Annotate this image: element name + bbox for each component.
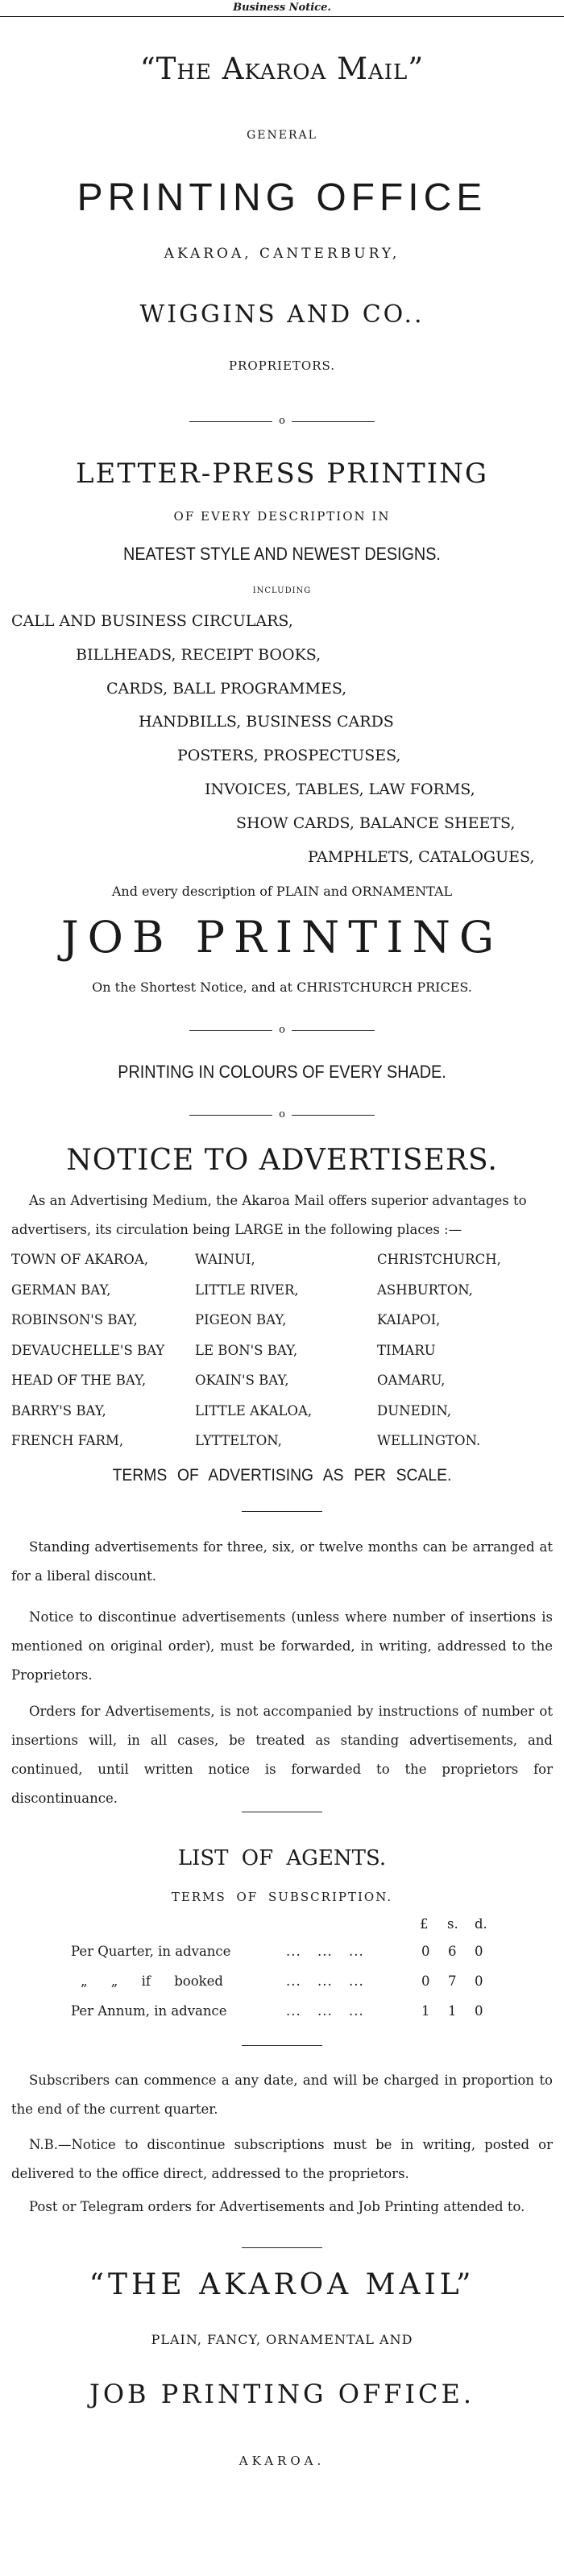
table-row xyxy=(11,1396,559,1427)
rate-value: 1 xyxy=(448,2003,457,2019)
short-divider xyxy=(242,1511,322,1512)
town-cell: LE BON'S BAY, xyxy=(195,1342,298,1358)
town-cell: ROBINSON'S BAY, xyxy=(11,1312,138,1328)
town-cell: OKAIN'S BAY, xyxy=(195,1373,289,1389)
table-row xyxy=(0,1997,564,2027)
town-cell: KAIAPOI, xyxy=(377,1312,441,1328)
subscription-paragraph: N.B.—Notice to discontinue subscriptions must be in writing, posted or delivered to the office direct, addressed to the proprietors. xyxy=(11,2137,553,2181)
town-cell: TIMARU xyxy=(377,1342,436,1358)
rate-label: Per Annum, in advance xyxy=(71,2003,227,2019)
service-item: POSTERS, PROSPECTUSES, xyxy=(177,747,401,764)
town-cell: HEAD OF THE BAY, xyxy=(11,1373,147,1389)
subscription-paragraph: Subscribers can commence a any date, and will be charged in proportion to the end of the current quarter. xyxy=(11,2073,553,2117)
advertisers-heading: NOTICE TO ADVERTISERS. xyxy=(66,1144,498,1177)
job-printing-heading: JOB PRINTING xyxy=(60,912,504,963)
subscription-rates-table xyxy=(0,1915,564,2027)
header-divider xyxy=(0,16,564,17)
advertisers-paragraph: Standing advertisements for three, six, or twelve months can be arranged at for a liberal discount. xyxy=(11,1539,553,1584)
service-item: SHOW CARDS, BALANCE SHEETS, xyxy=(236,814,516,832)
rate-value: 1 xyxy=(421,2003,430,2019)
ornamental-divider: o xyxy=(189,1021,375,1042)
every-description-text: And every description of PLAIN and ORNAMENTAL xyxy=(111,884,453,899)
advertisers-paragraph: Orders for Advertisements, is not accompanied by instructions of number ot insertions will, in all cases, be treated as standing advertisements, and continued, until written notice is forwarded to the proprietors for discontinuance. xyxy=(11,1704,553,1806)
rate-dots: ... ... ... xyxy=(286,1944,364,1959)
service-item: CALL AND BUSINESS CIRCULARS, xyxy=(11,612,293,630)
table-row xyxy=(0,1937,564,1967)
rate-value: 0 xyxy=(475,1973,483,1989)
table-row xyxy=(11,1365,559,1396)
town-cell: PIGEON BAY, xyxy=(195,1312,287,1328)
town-cell: LITTLE RIVER, xyxy=(195,1282,299,1298)
table-row xyxy=(11,1275,559,1306)
rate-dots: ... ... ... xyxy=(286,1973,364,1989)
rate-value: 6 xyxy=(448,1944,457,1959)
town-cell: ASHBURTON, xyxy=(377,1282,473,1298)
footer-title: “THE AKAROA MAIL” xyxy=(89,2268,475,2301)
town-cell: OAMARU, xyxy=(377,1373,446,1389)
masthead-printing-office: PRINTING OFFICE xyxy=(77,176,487,219)
shortest-notice-text: On the Shortest Notice, and at CHRISTCHURCH PRICES. xyxy=(92,979,472,995)
table-row xyxy=(11,1426,559,1456)
currency-header: £ xyxy=(420,1916,429,1932)
short-divider xyxy=(242,2045,322,2046)
subscription-paragraph: Post or Telegram orders for Advertisements and Job Printing attended to. xyxy=(29,2199,525,2214)
rate-label: „ „ if booked xyxy=(81,1973,223,1989)
agents-heading: LIST OF AGENTS. xyxy=(177,1846,387,1870)
masthead-company: WIGGINS AND CO.. xyxy=(139,300,425,329)
rate-value: 0 xyxy=(421,1944,430,1959)
town-cell: DUNEDIN, xyxy=(377,1402,451,1418)
ornamental-divider: o xyxy=(189,1105,375,1126)
rate-dots: ... ... ... xyxy=(286,2003,364,2019)
service-item: BILLHEADS, RECEIPT BOOKS, xyxy=(76,646,321,664)
service-item: PAMPHLETS, CATALOGUES, xyxy=(308,848,535,866)
masthead-title: “The Akaroa Mail” xyxy=(139,52,425,86)
town-cell: GERMAN BAY, xyxy=(11,1282,111,1298)
town-cell: CHRISTCHURCH, xyxy=(377,1252,501,1268)
subscription-heading: TERMS OF SUBSCRIPTION. xyxy=(171,1890,393,1904)
masthead-general: GENERAL xyxy=(247,129,317,142)
currency-header: s. xyxy=(447,1916,458,1932)
service-item: HANDBILLS, BUSINESS CARDS xyxy=(139,713,394,731)
letterpress-including: INCLUDING xyxy=(252,586,312,595)
letterpress-subheading: OF EVERY DESCRIPTION IN xyxy=(173,509,391,524)
rate-value: 0 xyxy=(475,2003,483,2019)
masthead-proprietors: PROPRIETORS. xyxy=(228,358,336,373)
rate-value: 7 xyxy=(448,1973,457,1989)
advertisers-intro-line1: As an Advertising Medium, the Akaroa Mail offers superior advantages to xyxy=(29,1193,527,1208)
footer-place: AKAROA. xyxy=(238,2454,326,2468)
short-divider xyxy=(242,2247,322,2248)
table-row xyxy=(11,1336,559,1366)
masthead-location: AKAROA, CANTERBURY, xyxy=(164,246,400,262)
town-cell: BARRY'S BAY, xyxy=(11,1402,106,1418)
town-cell: WAINUI, xyxy=(195,1252,255,1268)
colours-text: PRINTING IN COLOURS OF EVERY SHADE. xyxy=(118,1062,446,1082)
rate-value: 0 xyxy=(475,1944,483,1959)
rates-header-row xyxy=(0,1915,564,1937)
town-cell: TOWN OF AKAROA, xyxy=(11,1252,148,1268)
town-cell: WELLINGTON. xyxy=(377,1433,481,1449)
ornamental-divider: o xyxy=(189,412,375,433)
letterpress-heading: LETTER-PRESS PRINTING xyxy=(75,458,489,490)
currency-header: d. xyxy=(475,1916,487,1932)
advertisers-intro-line2: advertisers, its circulation being LARGE in the following places :— xyxy=(11,1222,462,1237)
footer-line: PLAIN, FANCY, ORNAMENTAL AND xyxy=(151,2332,413,2347)
header-label: Business Notice. xyxy=(233,2,331,14)
letterpress-styles: NEATEST STYLE AND NEWEST DESIGNS. xyxy=(123,544,441,564)
table-row xyxy=(11,1245,559,1275)
terms-heading: TERMS OF ADVERTISING AS PER SCALE. xyxy=(112,1466,452,1485)
service-item: INVOICES, TABLES, LAW FORMS, xyxy=(205,781,475,798)
town-cell: DEVAUCHELLE'S BAY xyxy=(11,1342,165,1358)
town-cell: FRENCH FARM, xyxy=(11,1433,124,1449)
table-row xyxy=(11,1305,559,1336)
rate-label: Per Quarter, in advance xyxy=(71,1944,231,1959)
rate-value: 0 xyxy=(421,1973,430,1989)
service-item: CARDS, BALL PROGRAMMES, xyxy=(106,680,347,698)
circulation-towns-table xyxy=(11,1245,559,1456)
table-row xyxy=(0,1967,564,1997)
town-cell: LYTTELTON, xyxy=(195,1433,282,1449)
town-cell: LITTLE AKALOA, xyxy=(195,1402,313,1418)
advertisers-paragraph: Notice to discontinue advertisements (unless where number of insertions is mentioned on original order), must be forwarded, in writing, addressed to the Proprietors. xyxy=(11,1609,553,1683)
footer-office: JOB PRINTING OFFICE. xyxy=(89,2379,475,2409)
